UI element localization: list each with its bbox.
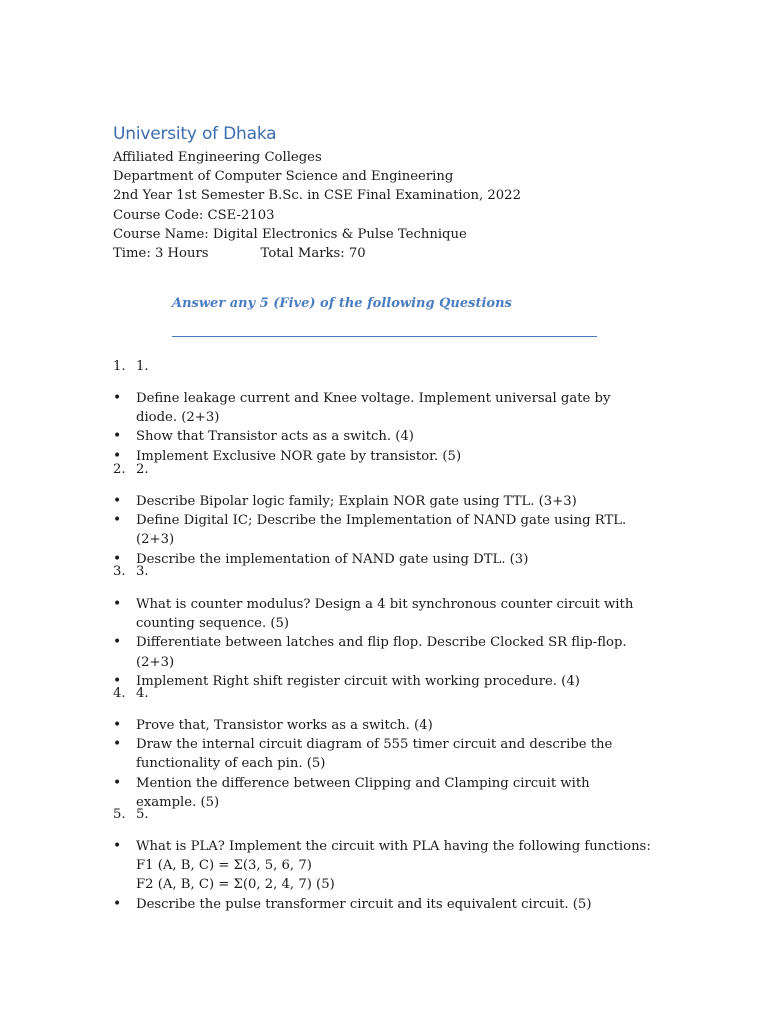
bullet-icon: • <box>113 672 122 689</box>
bullet-icon: • <box>113 550 122 567</box>
bullet-icon: • <box>113 596 122 612</box>
list-item: • Describe the implementation of NAND gate using DTL. (3) <box>113 550 653 569</box>
function-f2: F2 (A, B, C) = Σ(0, 2, 4, 7) (5) <box>136 877 335 893</box>
time-text: Time: 3 Hours <box>113 246 209 262</box>
list-item: • Mention the difference between Clipping and Clamping circuit with example. (5) <box>113 774 590 810</box>
bullet-icon: • <box>113 774 122 791</box>
function-f1: F1 (A, B, C) = Σ(3, 5, 6, 7) <box>136 858 312 874</box>
bullet-icon: • <box>113 634 122 651</box>
course-name-line: Course Name: Digital Electronics & Pulse Technique <box>113 226 467 242</box>
university-title: University of Dhaka <box>113 124 277 144</box>
bullet-icon: • <box>113 895 122 912</box>
list-item: • Draw the internal circuit diagram of 555 timer circuit and describe the functionality of each pin. (5) <box>113 736 613 772</box>
colleges-line: Affiliated Engineering Colleges <box>113 150 322 165</box>
bullet-icon: • <box>113 717 122 733</box>
list-item: • Implement Exclusive NOR gate by transistor. (5) <box>113 447 653 466</box>
course-code-line: Course Code: CSE-2103 <box>113 207 275 223</box>
list-item: • Show that Transistor acts as a switch. (4) <box>113 427 653 446</box>
list-item: • Differentiate between latches and flip flop. Describe Clocked SR flip-flop. (2+3) <box>113 634 627 670</box>
question-items <box>113 595 653 691</box>
bullet-icon: • <box>113 428 122 445</box>
question-items <box>113 837 653 914</box>
list-item: • Define Digital IC; Describe the Implementation of NAND gate using RTL. (2+3) <box>113 512 627 548</box>
total-marks-text: Total Marks: 70 <box>260 246 366 262</box>
instruction-text: Answer any 5 (Five) of the following Questions <box>172 296 512 311</box>
bullet-icon: • <box>113 736 122 753</box>
question-items <box>113 716 653 812</box>
bullet-icon: • <box>113 447 122 464</box>
question-number: 2. 2. <box>113 462 149 477</box>
question-number: 1. 1. <box>113 359 149 374</box>
question-number: 4. 4. <box>113 686 149 701</box>
bullet-icon: • <box>113 493 122 509</box>
question-number: 3. 3. <box>113 564 149 579</box>
list-item: • Define leakage current and Knee voltage. Implement universal gate by diode. (2+3) <box>113 390 611 426</box>
list-item: • What is counter modulus? Design a 4 bit synchronous counter circuit with counting sequence. (5) <box>113 596 634 632</box>
exam-line: 2nd Year 1st Semester B.Sc. in CSE Final Examination, 2022 <box>113 188 521 204</box>
time-marks-line <box>113 244 521 263</box>
question-items <box>113 389 653 466</box>
department-line: Department of Computer Science and Engineering <box>113 169 454 185</box>
exam-header <box>113 148 521 263</box>
question-items <box>113 492 653 569</box>
list-item: • What is PLA? Implement the circuit with PLA having the following functions: F1 (A, B, C) = Σ(3, 5, 6, 7) F2 (A, B, C) = Σ(0, 2, 4, 7) (5) <box>113 837 653 895</box>
bullet-icon: • <box>113 838 122 854</box>
bullet-icon: • <box>113 390 122 406</box>
instruction-underline <box>172 336 597 337</box>
bullet-icon: • <box>113 512 122 529</box>
list-item: • Prove that, Transistor works as a switch. (4) <box>113 716 653 735</box>
question-number: 5. 5. <box>113 807 149 822</box>
list-item: • Describe Bipolar logic family; Explain NOR gate using TTL. (3+3) <box>113 492 653 511</box>
list-item: • Describe the pulse transformer circuit and its equivalent circuit. (5) <box>113 895 653 914</box>
list-item: • Implement Right shift register circuit with working procedure. (4) <box>113 672 653 691</box>
